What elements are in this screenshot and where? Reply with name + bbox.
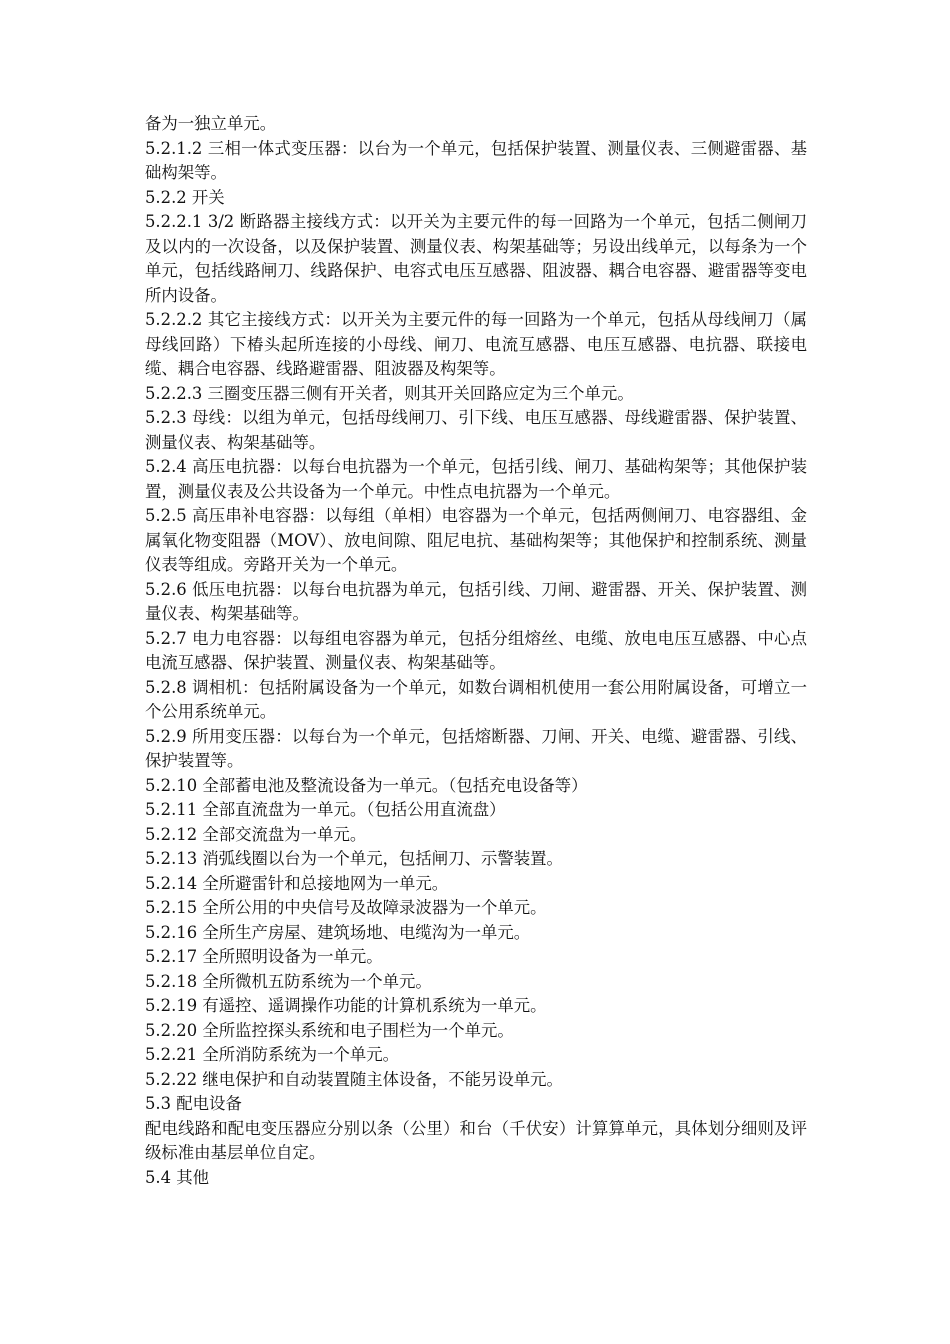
paragraph-5-2-2-1: 5.2.2.1 3/2 断路器主接线方式：以开关为主要元件的每一回路为一个单元，包括二侧闸刀及以内的一次设备，以及保护装置、测量仪表、构架基础等；另设出线单元，以每条为一个单元，包括线路闸刀、线路保护、电容式电压互感器、阻波器、耦合电容器、避雷器等变电所内设备。 [145,212,807,305]
paragraph-5-2-16: 5.2.16 全所生产房屋、建筑场地、电缆沟为一单元。 [145,922,531,942]
paragraph-5-2-20: 5.2.20 全所监控探头系统和电子围栏为一个单元。 [145,1020,514,1040]
paragraph-5-2-19: 5.2.19 有遥控、遥调操作功能的计算机系统为一单元。 [145,996,547,1015]
paragraph-5-2-12: 5.2.12 全部交流盘为一单元。 [145,824,367,844]
paragraph-5-2-4: 5.2.4 高压电抗器：以每台电抗器为一个单元，包括引线、闸刀、基础构架等；其他保护装置，测量仪表及公共设备为一个单元。中性点电抗器为一个单元。 [145,457,807,501]
paragraph-5-2-21: 5.2.21 全所消防系统为一个单元。 [145,1045,400,1064]
paragraph-5-2-1-2: 5.2.1.2 三相一体式变压器：以台为一个单元，包括保护装置、测量仪表、三侧避雷器、基础构架等。 [145,138,807,182]
document-body [145,112,807,1190]
paragraph-5-2-18: 5.2.18 全所微机五防系统为一个单元。 [145,971,432,991]
heading-5-3: 5.3 配电设备 [145,1094,242,1113]
paragraph-5-2-9: 5.2.9 所用变压器：以每台为一个单元，包括熔断器、刀闸、开关、电缆、避雷器、引线、保护装置等。 [145,726,807,770]
paragraph-5-2-13: 5.2.13 消弧线圈以台为一个单元，包括闸刀、示警装置。 [145,849,563,868]
paragraph-5-2-2-3: 5.2.2.3 三圈变压器三侧有开关者，则其开关回路应定为三个单元。 [145,383,634,403]
paragraph-5-3-body: 配电线路和配电变压器应分别以条（公里）和台（千伏安）计算算单元，具体划分细则及评级标准由基层单位自定。 [145,1118,807,1162]
paragraph-5-2-22: 5.2.22 继电保护和自动装置随主体设备，不能另设单元。 [145,1069,563,1089]
paragraph-5-2-11: 5.2.11 全部直流盘为一单元。（包括公用直流盘） [145,800,506,819]
paragraph-continuation: 备为一独立单元。 [145,114,277,133]
heading-5-2-2: 5.2.2 开关 [145,187,225,207]
paragraph-5-2-15: 5.2.15 全所公用的中央信号及故障录波器为一个单元。 [145,898,547,917]
paragraph-5-2-2-2: 5.2.2.2 其它主接线方式：以开关为主要元件的每一回路为一个单元，包括从母线闸刀（属母线回路）下椿头起所连接的小母线、闸刀、电流互感器、电压互感器、电抗器、联接电缆、耦合电容器、线路避雷器、阻波器及构架等。 [145,310,807,378]
paragraph-5-2-3: 5.2.3 母线：以组为单元，包括母线闸刀、引下线、电压互感器、母线避雷器、保护装置、测量仪表、构架基础等。 [145,408,807,452]
paragraph-5-2-7: 5.2.7 电力电容器：以每组电容器为单元，包括分组熔丝、电缆、放电电压互感器、中心点电流互感器、保护装置、测量仪表、构架基础等。 [145,628,807,672]
paragraph-5-2-17: 5.2.17 全所照明设备为一单元。 [145,947,383,966]
paragraph-5-2-8: 5.2.8 调相机：包括附属设备为一个单元，如数台调相机使用一套公用附属设备，可增立一个公用系统单元。 [145,677,807,721]
paragraph-5-2-14: 5.2.14 全所避雷针和总接地网为一单元。 [145,873,449,893]
paragraph-5-2-10: 5.2.10 全部蓄电池及整流设备为一单元。（包括充电设备等） [145,775,588,795]
heading-5-4: 5.4 其他 [145,1167,210,1187]
paragraph-5-2-5: 5.2.5 高压串补电容器：以每组（单相）电容器为一个单元，包括两侧闸刀、电容器组、金属氧化物变阻器（MOV）、放电间隙、阻尼电抗、基础构架等；其他保护和控制系统、测量仪表等组成。旁路开关为一个单元。 [145,506,807,574]
paragraph-5-2-6: 5.2.6 低压电抗器：以每台电抗器为单元，包括引线、刀闸、避雷器、开关、保护装置、测量仪表、构架基础等。 [145,579,807,623]
